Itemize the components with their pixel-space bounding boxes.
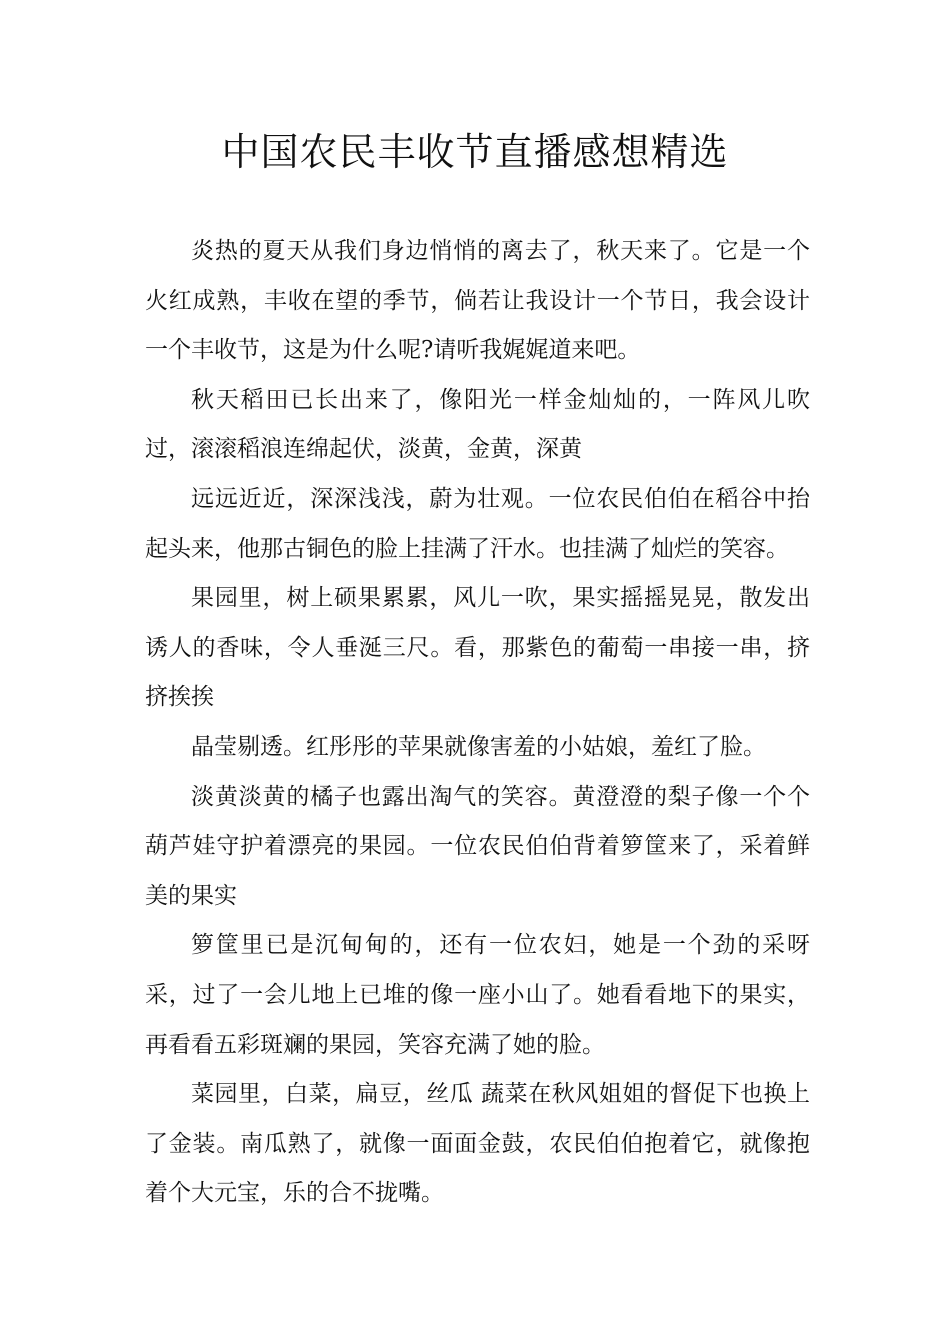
paragraph: 箩筐里已是沉甸甸的，还有一位农妇，她是一个劲的采呀采，过了一会儿地上已堆的像一座小山了。她看看地下的果实，再看看五彩斑斓的果园，笑容充满了她的脸。: [145, 932, 810, 1058]
paragraph: 秋天稻田已长出来了，像阳光一样金灿灿的，一阵风儿吹过，滚滚稻浪连绵起伏，淡黄，金黄，深黄: [145, 386, 810, 463]
paragraph: 远远近近，深深浅浅，蔚为壮观。一位农民伯伯在稻谷中抬起头来，他那古铜色的脸上挂满了汗水。也挂满了灿烂的笑容。: [145, 485, 810, 562]
paragraph: 晶莹剔透。红彤彤的苹果就像害羞的小姑娘，羞红了脸。: [191, 733, 766, 760]
paragraph: 炎热的夏天从我们身边悄悄的离去了，秋天来了。它是一个火红成熟，丰收在望的季节，倘若让我设计一个节日，我会设计一个丰收节，这是为什么呢?请听我娓娓道来吧。: [145, 238, 810, 364]
document-title: 中国农民丰收节直播感想精选: [221, 130, 729, 174]
paragraph: 菜园里，白菜，扁豆，丝瓜 蔬菜在秋风姐姐的督促下也换上了金装。南瓜熟了，就像一面面金鼓，农民伯伯抱着它，就像抱着个大元宝，乐的合不拢嘴。: [145, 1081, 810, 1207]
document-body: [145, 227, 810, 1219]
paragraph: 淡黄淡黄的橘子也露出淘气的笑容。黄澄澄的梨子像一个个葫芦娃守护着漂亮的果园。一位农民伯伯背着箩筐来了，采着鲜美的果实: [145, 783, 810, 909]
paragraph: 果园里，树上硕果累累，风儿一吹，果实摇摇晃晃，散发出诱人的香味，令人垂涎三尺。看，那紫色的葡萄一串接一串，挤挤挨挨: [145, 585, 810, 711]
